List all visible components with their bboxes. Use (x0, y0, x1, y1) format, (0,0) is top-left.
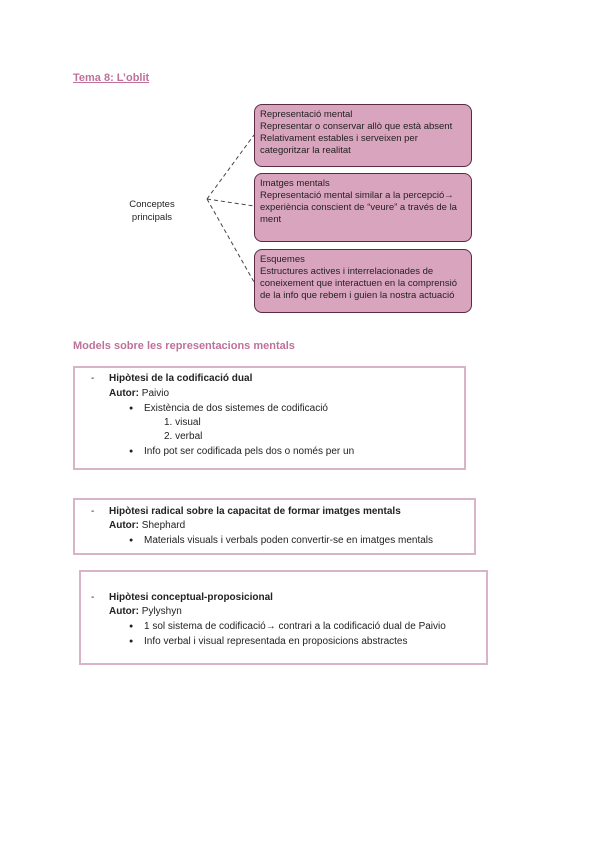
numbered-item: 2. verbal (164, 431, 203, 442)
author-label: Autor: (109, 606, 139, 617)
model-author (109, 387, 169, 401)
concept-box-representacio-mental (254, 104, 472, 167)
section-title: Models sobre les representacions mentals (73, 340, 295, 352)
model-author (109, 605, 182, 619)
model-author (109, 519, 185, 533)
concept-box-line: de la info que rebem i guien la nostra actuació (260, 290, 455, 301)
concept-box-esquemes (254, 249, 472, 313)
concept-box-imatges-mentals (254, 173, 472, 242)
author-label: Autor: (109, 388, 139, 399)
concept-box-line: Relativament estables i serveixen per (260, 133, 418, 144)
concept-box-line: ment (260, 214, 282, 225)
model-heading: Hipòtesi radical sobre la capacitat de formar imatges mentals (109, 506, 401, 517)
list-dash: - (91, 373, 95, 384)
list-dash: - (91, 592, 95, 603)
model-heading: Hipòtesi conceptual-proposicional (109, 592, 273, 603)
model-box-conceptual-proposicional: - Hipòtesi conceptual-proposicional Autor: Pylyshyn 1 sol sistema de codificació→ contrari a la codificació dual de Paivio Info verbal i visual representada en proposicions abstractes (79, 570, 488, 665)
model-box-hipotesi-radical: - Hipòtesi radical sobre la capacitat de formar imatges mentals Autor: Shephard Materials visuals i verbals poden convertir-se en imatges mentals (73, 498, 476, 555)
model-box-codificacio-dual: - Hipòtesi de la codificació dual Autor: Paivio Existència de dos sistemes de codificació 1. visual 2. verbal Info pot ser codificada pels dos o només per un (73, 366, 466, 470)
concept-box-line: Representar o conservar allò que està absent (260, 121, 453, 132)
numbered-item: 1. visual (164, 417, 201, 428)
concept-box-line: experiència conscient de “veure” a través de la (260, 202, 457, 213)
concept-box-line: Estructures actives i interrelacionades de (260, 266, 434, 277)
list-dash: - (91, 506, 95, 517)
concepts-label (118, 198, 186, 224)
concept-box-heading: Representació mental (260, 109, 353, 120)
concept-box-line: categoritzar la realitat (260, 145, 351, 156)
concepts-label-line1: Conceptes (129, 199, 175, 210)
concepts-label-line2: principals (131, 212, 173, 223)
concept-box-line: Representació mental similar a la percepció→ (260, 190, 454, 201)
author-label: Autor: (109, 520, 139, 531)
author-name: Pylyshyn (141, 606, 182, 617)
model-heading: Hipòtesi de la codificació dual (109, 373, 253, 384)
author-name: Paivio (141, 388, 170, 399)
page-title: Tema 8: L’oblit (73, 72, 150, 84)
author-name: Shephard (141, 520, 186, 531)
concept-box-heading: Esquemes (260, 254, 305, 265)
concept-box-heading: Imatges mentals (260, 178, 330, 189)
concept-box-line: coneixement que interactuen en la comprensió (260, 278, 457, 289)
